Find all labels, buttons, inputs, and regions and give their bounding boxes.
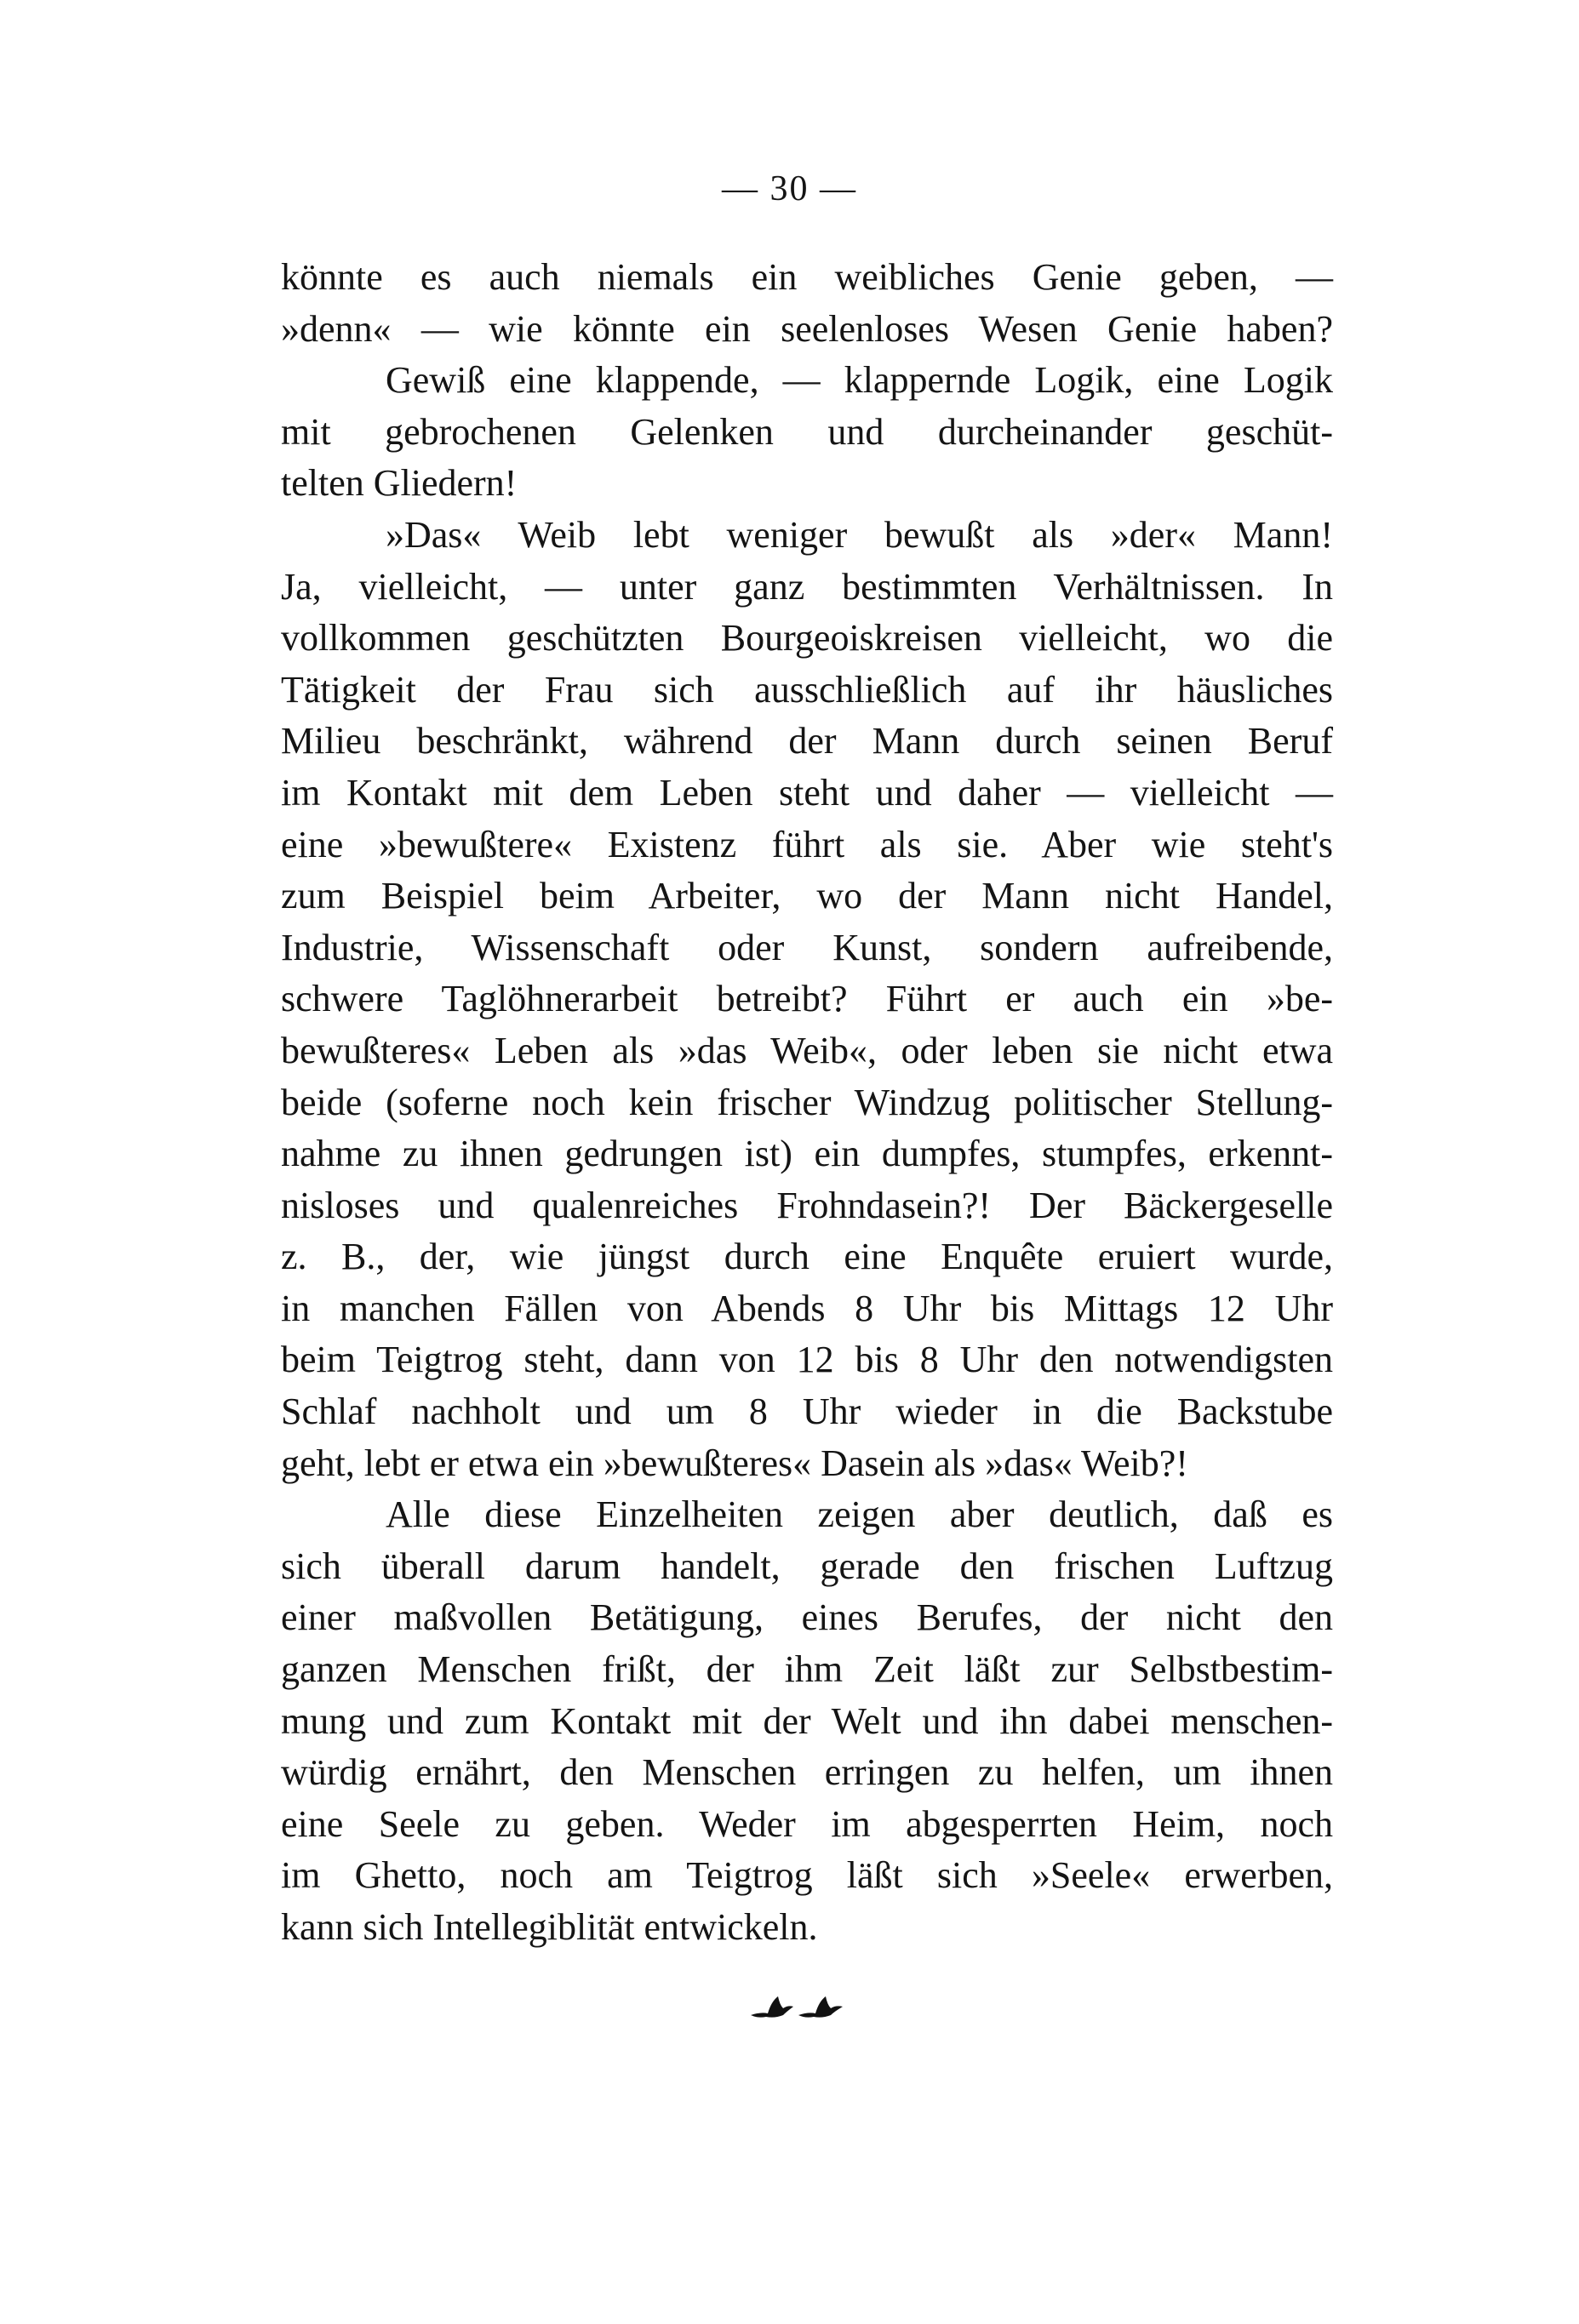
text-line: Industrie, Wissenschaft oder Kunst, sondern aufreibende,	[281, 926, 1333, 968]
text-line: vollkommen geschützten Bourgeoiskreisen vielleicht, wo die	[281, 617, 1333, 660]
text-line: Tätigkeit der Frau sich ausschließlich auf ihr häusliches	[281, 668, 1333, 711]
body-text	[281, 252, 1333, 1954]
text-line: Gewiß eine klappende, — klappernde Logik, eine Logik	[386, 359, 1333, 402]
text-line: würdig ernährt, den Menschen erringen zu helfen, um ihnen	[281, 1751, 1333, 1794]
end-ornament-icon	[749, 1990, 851, 2024]
page-number: — 30 —	[722, 169, 857, 208]
text-line: im Ghetto, noch am Teigtrog läßt sich »Seele« erwerben,	[281, 1854, 1333, 1897]
text-line: mit gebrochenen Gelenken und durcheinander geschüt-	[281, 410, 1333, 453]
text-line: Schlaf nachholt und um 8 Uhr wieder in die Backstube	[281, 1390, 1333, 1433]
text-line: könnte es auch niemals ein weibliches Genie geben, —	[281, 256, 1333, 298]
text-line: eine Seele zu geben. Weder im abgesperrten Heim, noch	[281, 1802, 1333, 1845]
text-line: bewußteres« Leben als »das Weib«, oder leben sie nicht etwa	[281, 1029, 1333, 1071]
text-line: Alle diese Einzelheiten zeigen aber deutlich, daß es	[386, 1493, 1333, 1536]
text-line: Milieu beschränkt, während der Mann durch seinen Beruf	[281, 720, 1333, 762]
text-line: nahme zu ihnen gedrungen ist) ein dumpfes, stumpfes, erkennt-	[281, 1133, 1333, 1175]
text-line: »denn« — wie könnte ein seelenloses Wesen Genie haben?	[281, 307, 1333, 350]
text-line: zum Beispiel beim Arbeiter, wo der Mann nicht Handel,	[281, 875, 1333, 917]
text-line: kann sich Intellegiblität entwickeln.	[281, 1906, 818, 1948]
text-line: sich überall darum handelt, gerade den frischen Luftzug	[281, 1545, 1333, 1587]
text-line: z. B., der, wie jüngst durch eine Enquête eruiert wurde,	[281, 1236, 1333, 1278]
text-line: beim Teigtrog steht, dann von 12 bis 8 Uhr den notwendigsten	[281, 1339, 1333, 1381]
text-line: »Das« Weib lebt weniger bewußt als »der« Mann!	[386, 513, 1333, 556]
text-line: in manchen Fällen von Abends 8 Uhr bis Mittags 12 Uhr	[281, 1287, 1333, 1329]
text-line: einer maßvollen Betätigung, eines Berufes, der nicht den	[281, 1596, 1333, 1639]
text-line: nisloses und qualenreiches Frohndasein?! Der Bäckergeselle	[281, 1184, 1333, 1226]
text-line: geht, lebt er etwa ein »bewußteres« Dasein als »das« Weib?!	[281, 1442, 1188, 1484]
text-line: mung und zum Kontakt mit der Welt und ihn dabei menschen-	[281, 1699, 1333, 1742]
text-line: Ja, vielleicht, — unter ganz bestimmten Verhältnissen. In	[281, 565, 1333, 608]
text-line: eine »bewußtere« Existenz führt als sie. Aber wie steht's	[281, 823, 1333, 865]
text-line: ganzen Menschen frißt, der ihm Zeit läßt zur Selbstbestim-	[281, 1648, 1333, 1691]
text-line: beide (soferne noch kein frischer Windzug politischer Stellung-	[281, 1081, 1333, 1123]
text-line: telten Gliedern!	[281, 462, 518, 505]
text-line: schwere Taglöhnerarbeit betreibt? Führt er auch ein »be-	[281, 978, 1333, 1020]
text-line: im Kontakt mit dem Leben steht und daher — vielleicht —	[281, 771, 1333, 814]
